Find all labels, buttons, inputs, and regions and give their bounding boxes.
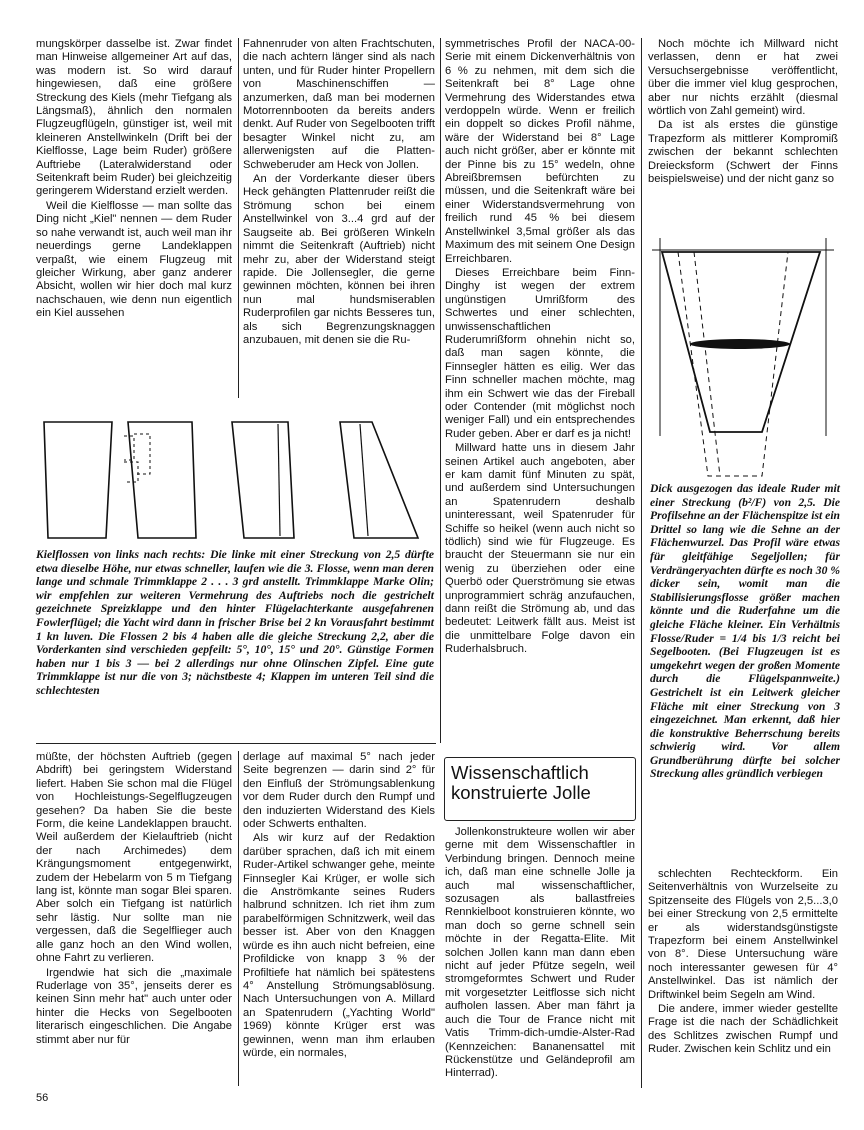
paragraph: symmetrisches Profil der NACA-00-Serie mit einem Dickenverhältnis von 6 % zu nehmen, mit dem sich die Seitenkraft bei 8° Lage ohne Vermehrung des Widerstandes etwa verdoppeln würde. Wenn er freilich ein doppelt so dickes Profil nähme, wäre der Widerstand bei 8° Lage auch nicht größer, aber er könnte mit der Pinne bis zu 15° wedeln, ohne Abreißbremsen befürchten zu müssen, und die Seitenkraft wäre bei einer Widerstandsvermehrung von freilich rund 45 % bei diesem Anstellwinkel 3,5mal größer als das Maximum des mit seinem One Design Erreichbaren. [445, 38, 635, 265]
ruder-figure [648, 236, 838, 484]
paragraph: Die andere, immer wieder gestellte Frage ist die nach der Schädlichkeit des Schlitzes zwischen Rumpf und Ruder. Zwischen kein Schlitz und ein [648, 1003, 838, 1056]
column-3-bottom [445, 826, 635, 1082]
paragraph: Als wir kurz auf der Redaktion darüber sprachen, daß ich mit einem Ruder-Artikel schwanger gehe, meinte Finnsegler Kai Krüger, er wolle sich die Anströmkante seines Ruders halbrund schnitzen. Ich riet ihm zum parabelförmigen Schnitzwerk, weil das besser ist. Aber von den Knaggen würde es ihn auch nicht befreien, eine Profildicke von knapp 3 % der Profiltiefe hat nämlich bei spätestens 4° Anstellung Strömungsablösung. Nach Untersuchungen von A. Millard an Spatenrudern („Yachting World" 1969) könnte Krüger erst was gewinnen, wenn man ihm erlauben würde, ein normales, [243, 832, 435, 1059]
paragraph: Dieses Erreichbare beim Finn-Dinghy ist wegen der extrem ungünstigen Umrißform des Schwertes und einer schlechten, unwissenschaftlichen Ruderumrißform ohnehin nicht so, daß man sagen könnte, die Finnsegler hätten es eilig. Wer das Finn schneller machen möchte, mag ihm ein Schwert wie das der Fireball oder Contender (mit möglichst noch weniger Fall) und ein entsprechendes Ruder geben. Aber er darf es ja nicht! [445, 266, 635, 440]
column-1-bottom [36, 751, 232, 1048]
column-2-top [243, 38, 435, 348]
paragraph: Jollenkonstrukteure wollen wir aber gerne mit dem Wissenschaftler in Verbindung bringen. Dennoch meine ich, daß man eine schnelle Jolle ja auch mal wissenschaftlicher, sozusagen als ballastfreies Rennkielboot konstruieren könnte, wo man doch so gerne schnell sein möchte in der Regatta-Elite. Mit solchen Jollen kann man dann eben nicht auf jeder Pfütze segeln, weil stromgeformtes Schwert und Ruder mit vorgesetzter Leitflosse sich nicht aufholen lassen. Aber man fährt ja auch die Tour de France nicht mit Vatis Trimm-dich-umdie-Alster-Rad (Kennzeichen: Bananensattel mit Rückenstütze und Geländeprofil am Hinterrad). [445, 826, 635, 1080]
paragraph: Da ist als erstes die günstige Trapezform als mittlerer Kompromiß zwischen der bekannt schlechten Dreiecksform (Schwert der Finns beispielsweise) und der nicht ganz so [648, 119, 838, 186]
paragraph: schlechten Rechteckform. Ein Seitenverhältnis von Wurzelseite zu Spitzenseite des Flügels von 2,5...3,0 bei einer Streckung von 2,5 ermittelte er als widerstandsgünstigste Trapezform bei einem Anstellwinkel von 8°. Diese Untersuchung wäre noch interessanter gewesen für 4° Anstellwinkel. Das ist nämlich der Driftwinkel beim Segeln am Wind. [648, 868, 838, 1001]
column-4-bottom [648, 868, 838, 1058]
paragraph: Irgendwie hat sich die „maximale Ruderlage von 35°, jenseits derer es keinen Sinn mehr hat" auch unter oder hinter die Hecks von Segelbooten literarisch eingeschlichen. Die Angabe stimmt aber nur für [36, 966, 232, 1046]
column-2-bottom [243, 751, 435, 1061]
column-1-top [36, 38, 232, 322]
column-4-top [648, 38, 838, 187]
caption-ruder: Dick ausgezogen das ideale Ruder mit einer Streckung (b²/F) von 2,5. Die Profilsehne an der Flächenspitze ist ein Drittel so lang wie die Sehne an der Flächenwurzel. Das Profil wäre etwas für gleitfähige Segeljollen; für Verdrängeryachten dürfte es noch 30 % dicker sein, womit man die Stabilisierungsflosse größer machen könnte und die Ruderfahne um die gleiche Fläche kleiner. Ein Verhältnis Flosse/Ruder = 1/4 bis 1/3 reicht bei Segelbooten. (Bei Flugzeugen ist es umgekehrt wegen der großen Momente durch die Flügelspannweite.) Gestrichelt ist ein Leitwerk gleicher Fläche mit einer Streckung von 3 eingezeichnet. Man erkennt, daß hier die konstruktive Beherrschung bereits schwierig wird. Vor allem Grundberührung dürfte bei solcher Streckung alles gründlich verbiegen [650, 482, 840, 781]
caption-kielflossen: Kielflossen von links nach rechts: Die linke mit einer Streckung von 2,5 dürfte etwa dieselbe Höhe, nur etwas schneller, laufen wie die 3. Flosse, wenn man deren lange und schmale Trimmklappe 2 . . . 3 grd anstellt. Trimmklappe Marke Olin; wir empfehlen zur weiteren Vermehrung des Auftriebs noch die gestrichelt gezeichnete Spreizklappe und den hinter Flügelachterkante ausgefahrenen Fowlerflügel; die Yacht wird dann in frischer Brise bei 2 kn Vorausfahrt bestimmt 1 kn luven. Die Flossen 2 bis 4 haben alle die gleiche Streckung 2,2, aber die Vorderkanten sind verschieden gepfeilt: 5°, 10°, 15° und 20°. Günstige Formen haben nur 1 bis 3 — bei 2 allerdings nur ohne Olinschen Zipfel. Eine gute Trimmklappe ist nur die von 3; nächstbeste 4; Klappen im unteren Teil sind die schlechtesten [36, 548, 434, 697]
column-3 [445, 38, 635, 658]
paragraph: Noch möchte ich Millward nicht verlassen, denn er hat zwei Versuchsergebnisse veröffentlicht, über die immer viel klug gesprochen, aber nur nichts erzählt (diesmal wörtlich von Zahl gemeint) wird. [648, 38, 838, 118]
paragraph: Weil die Kielflosse — man sollte das Ding nicht „Kiel" nennen — dem Ruder so nahe verwandt ist, auch weil man ihr neuerdings gerne Landeklappen verpaßt, wie einem Flugzeug mit gleicher Wirkung, aber ganz anderer Absicht, wollen wir hier doch mal kurz nachschauen, wie denn nun eigentlich ein Kiel aussehen [36, 199, 232, 320]
paragraph: derlage auf maximal 5° nach jeder Seite begrenzen — darin sind 2° für den Einfluß der Strömungsablenkung vor dem Ruder durch den Rumpf und den induzierten Widerstand des Kiels oder Schwerts enthalten. [243, 751, 435, 831]
paragraph: müßte, der höchsten Auftrieb (gegen Abdrift) bei geringstem Widerstand liefert. Haben Sie schon mal die Flügel von Hochleistungs-Segelflugzeugen gesehen? Da haben Sie die beste Form, die keine Landeklappen braucht. Weil außerdem der Kielauftrieb (nicht der nach Archimedes) dem Krängungsmoment entgegenwirkt, zudem der Hebelarm von 5 m Tiefgang lang ist, könnte man sogar Blei sparen. Aber solch ein Tiefgang ist natürlich sehr lästig. Nur sollte man nie vergessen, daß die Segelflieger auch alle ganz hoch an den Wind wollen, ohne Fahrt zu verlieren. [36, 751, 232, 965]
flosse-1 [44, 422, 112, 538]
flosse-3 [232, 422, 294, 538]
flosse-4 [340, 422, 418, 538]
paragraph: An der Vorderkante dieser übers Heck gehängten Plattenruder reißt die Strömung schon bei einem Anstellwinkel von 3...4 grd auf der Saugseite ab. Bei größeren Winkeln nimmt die Seitenkraft (Auftrieb) nicht mehr zu, aber der Widerstand steigt rapide. Die Jollensegler, die gerne gewinnen möchten, können bei ihren nun mal hundsmiserablen Ruderprofilen gar nichts Besseres tun, als sich Begrenzungsknaggen anzubauen, mit denen sie die Ru- [243, 173, 435, 346]
section-headline: Wissenschaftlich konstruierte Jolle [444, 757, 636, 821]
page-number: 56 [36, 1092, 49, 1104]
paragraph: Fahnenruder von alten Frachtschuten, die nach achtern länger sind als nach unten, und für Ruder hinter Propellern von Maschinenschiffen — anzumerken, daß man bei modernen Motorrennbooten da bereits anders denkt. Auf Ruder von Segelbooten trifft besagter Winkel nicht zu, am allerwenigsten auf die Platten-Schweberuder am Heck von Jollen. [243, 38, 435, 171]
paragraph: mungskörper dasselbe ist. Zwar findet man Hinweise allgemeiner Art auf das, was modern ist. So wird darauf hingewiesen, daß eine größere Streckung des Kiels (mehr Tiefgang als Längsmaß), ähnlich den normalen Flugzeugflügeln, günstiger ist, weil mit kleineren Anstellwinkeln (Drift bei der Kielflosse, Lage beim Ruder) größere Auftriebe (Lateralwiderstand oder Seitenkraft beim Ruder) bei gleichzeitig geringerem Widerstand erzielt werden. [36, 38, 232, 198]
paragraph: Millward hatte uns in diesem Jahr seinen Artikel auch angeboten, aber er kam damit fünf Minuten zu spät, und außerdem sind Untersuchungen an Spatenrudern deshalb uninteressant, weil Spatenruder für Schiffe so heikel (wenn auch nicht so tödlich) sind wie für Flugzeuge. Es braucht der Steuermann sie nur ein wenig zu überziehen oder eine Querbö oder Querströmung sie etwas unprogrammiert schräg anzufauchen, dann reißt die Strömung ab, und das bedeutet: Leitwerk fällt aus. Meist ist die unmittelbare Folge davon ein Ruderhalsbruch. [445, 442, 635, 656]
kielflossen-figure [34, 412, 436, 544]
